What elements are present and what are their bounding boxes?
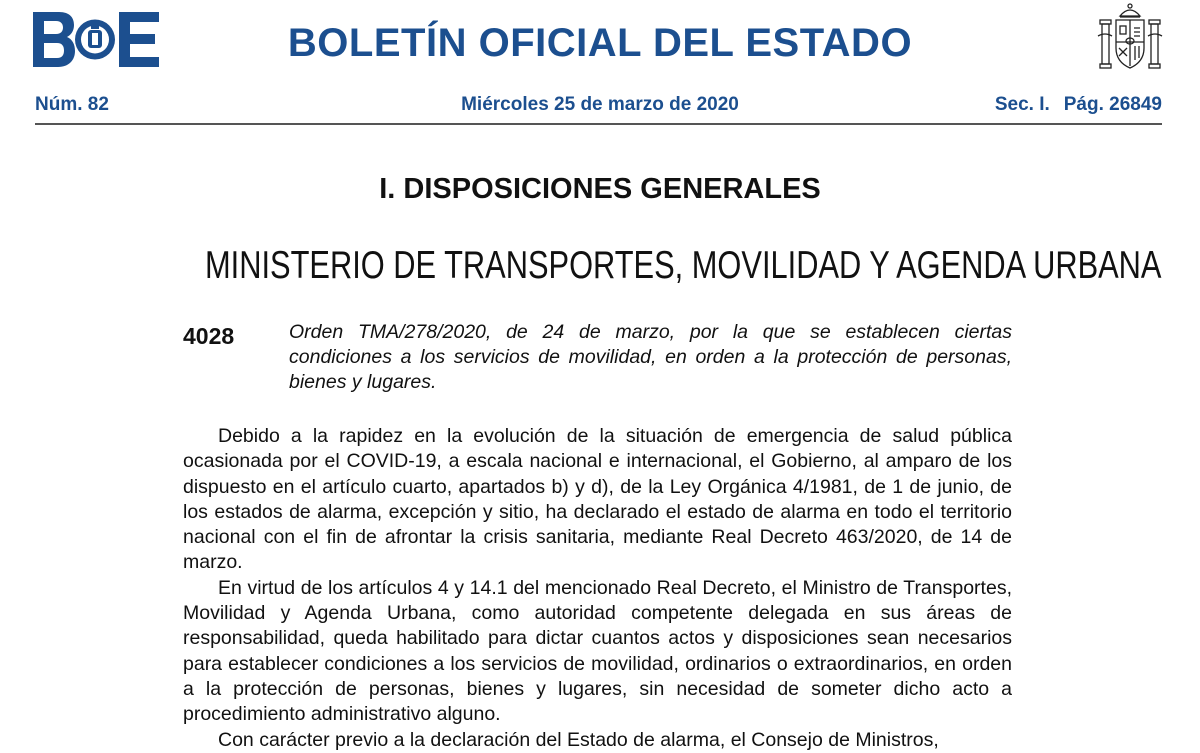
issue-number: Núm. 82 [35,94,109,115]
header-rule [35,123,1162,125]
order-title: Orden TMA/278/2020, de 24 de marzo, por la que se establecen ciertas condiciones a los servicios de movilidad, en orden a la protección de personas, bienes y lugares. [289,321,1012,393]
section-page-info [995,93,1162,117]
bulletin-title: BOLETÍN OFICIAL DEL ESTADO [287,21,913,65]
page-number: Pág. 26849 [1063,94,1162,115]
order-number: 4028 [183,323,235,349]
ministry-heading: MINISTERIO DE TRANSPORTES, MOVILIDAD Y AGENDA URBANA [205,244,1162,287]
paragraph: Con carácter previo a la declaración del Estado de alarma, el Consejo de Ministros, [218,728,939,751]
spain-coat-of-arms-icon [1094,2,1166,74]
section-label: Sec. I. [994,94,1050,115]
paragraph: Debido a la rapidez en la evolución de la situación de emergencia de salud pública ocasionada por el COVID-19, a escala nacional e internacional, el Gobierno, al amparo de los dispuesto en el artículo cuarto, apartados b) y d), de la Ley Orgánica 4/1981, de 1 de junio, de los estados de alarma, excepción y sitio, ha declarado el estado de alarma en todo el territorio nacional con el fin de afrontar la crisis sanitaria, mediante Real Decreto 463/2020, de 14 de marzo. [183,425,1012,574]
section-heading: I. DISPOSICIONES GENERALES [379,173,821,205]
issue-date: Miércoles 25 de marzo de 2020 [461,94,739,115]
boe-logo-icon [33,12,159,67]
paragraph: En virtud de los artículos 4 y 14.1 del mencionado Real Decreto, el Ministro de Transportes, Movilidad y Agenda Urbana, como autoridad competente delegada en sus áreas de responsabilidad, queda habilitado para dictar cuantos actos y disposiciones sean necesarios para establecer condiciones a los servicios de movilidad, ordinarios o extraordinarios, en orden a la protección de personas, bienes y lugares, sin necesidad de someter dicho acto a procedimiento administrativo alguno. [183,576,1012,726]
body-text [183,424,1012,753]
